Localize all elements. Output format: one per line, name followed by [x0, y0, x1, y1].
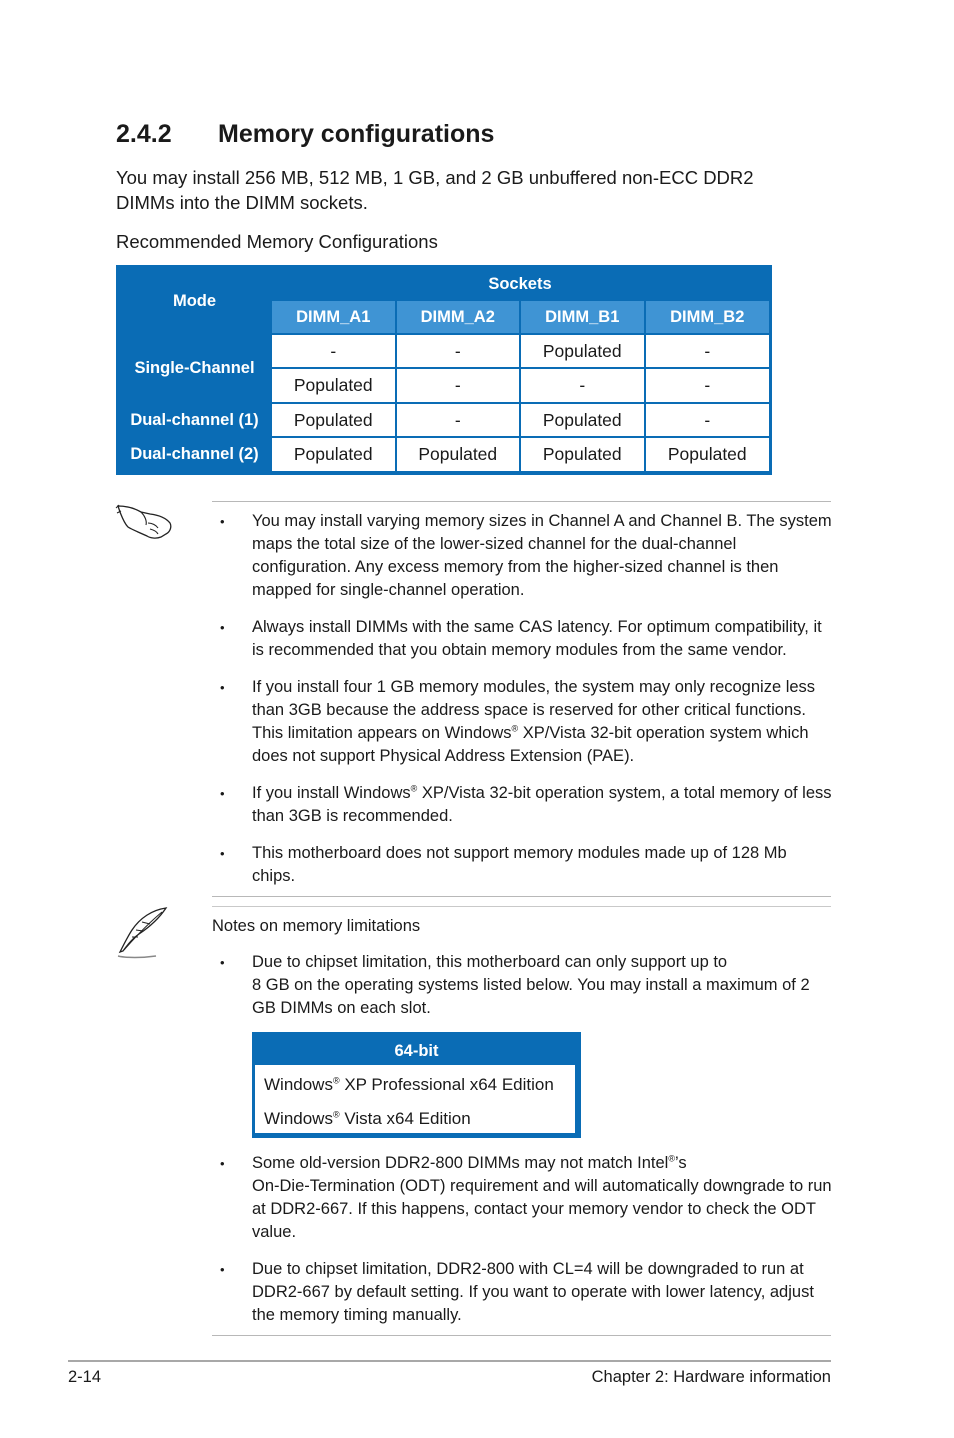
table-cell: Populated: [520, 437, 645, 471]
mode-label: Dual-channel (2): [119, 437, 271, 471]
list-item: • Always install DIMMs with the same CAS latency. For optimum compatibility, it is recommended that you obtain memory modules from the same vendor.: [212, 616, 832, 662]
table-cell: -: [645, 403, 770, 437]
column-header: DIMM_A1: [271, 301, 396, 334]
quill-pen-icon: [112, 904, 170, 960]
table-cell: -: [520, 368, 645, 403]
divider: [212, 896, 831, 897]
os-table-header: 64-bit: [394, 1042, 439, 1060]
mode-label: Single-Channel: [119, 334, 271, 403]
list-item: • You may install varying memory sizes in Channel A and Channel B. The system maps the total size of the lower-sized channel for the dual-channel configuration. Any excess memory from the higher-sized channel is then mapped for single-channel operation.: [212, 510, 832, 602]
column-header: DIMM_B1: [520, 301, 645, 334]
table-cell: Populated: [520, 403, 645, 437]
table-cell: Populated: [396, 437, 521, 471]
table-cell: Populated: [520, 334, 645, 368]
list-item: • Due to chipset limitation, DDR2-800 with CL=4 will be downgraded to run at DDR2-667 by default setting. If you want to operate with lower latency, adjust the memory timing manually.: [212, 1258, 832, 1327]
table-cell: -: [645, 368, 770, 403]
sockets-header: Sockets: [271, 268, 769, 301]
mode-label: Dual-channel (1): [119, 403, 271, 437]
page-number: 2-14: [68, 1368, 102, 1386]
section-heading: [116, 120, 494, 149]
table-row: [119, 334, 769, 368]
table-cell: Populated: [271, 437, 396, 471]
table-row: [119, 403, 769, 437]
pointing-hand-icon: [114, 499, 174, 541]
divider: [212, 501, 831, 502]
notes-title: Notes on memory limitations: [212, 917, 421, 935]
limitation-notes-continued: [212, 1152, 832, 1327]
list-item: • Some old-version DDR2-800 DIMMs may not match Intel®’s On-Die-Termination (ODT) requirement and will automatically downgrade to run at DDR2-667. If this happens, contact your memory vendor to check the ODT value.: [212, 1152, 832, 1244]
table-caption: Recommended Memory Configurations: [116, 231, 438, 252]
limitation-notes: [212, 915, 832, 1020]
table-cell: Populated: [271, 368, 396, 403]
section-number: 2.4.2: [116, 120, 172, 148]
column-header: DIMM_A2: [396, 301, 521, 334]
table-cell: -: [271, 334, 396, 368]
section-title: Memory configurations: [218, 120, 495, 148]
column-header: DIMM_B2: [645, 301, 770, 334]
table-cell: -: [645, 334, 770, 368]
list-item: • This motherboard does not support memory modules made up of 128 Mb chips.: [212, 842, 832, 888]
chapter-title: Chapter 2: Hardware information: [591, 1368, 831, 1386]
list-item: • Due to chipset limitation, this motherboard can only support up to 8 GB on the operating systems listed below. You may install a maximum of 2 GB DIMMs on each slot.: [212, 951, 832, 1020]
list-item: • If you install Windows® XP/Vista 32-bit operation system, a total memory of less than 3GB is recommended.: [212, 782, 832, 828]
warning-notes: [212, 510, 832, 888]
table-cell: Populated: [645, 437, 770, 471]
divider: [212, 906, 831, 907]
table-cell: -: [396, 368, 521, 403]
table-row: [119, 437, 769, 471]
os-support-table: [252, 1032, 581, 1138]
table-cell: Populated: [271, 403, 396, 437]
divider: [212, 1335, 831, 1336]
memory-config-table: [116, 265, 772, 475]
intro-paragraph: You may install 256 MB, 512 MB, 1 GB, and 2 GB unbuffered non-ECC DDR2 DIMMs into the DIMM sockets.: [116, 167, 754, 213]
os-row: Windows® XP Professional x64 Edition: [264, 1075, 554, 1094]
table-cell: -: [396, 403, 521, 437]
os-row: Windows® Vista x64 Edition: [264, 1109, 471, 1128]
footer-divider: [68, 1360, 831, 1362]
table-cell: -: [396, 334, 521, 368]
list-item: • If you install four 1 GB memory modules, the system may only recognize less than 3GB because the address space is reserved for other critical functions. This limitation appears on Windows® XP/Vista 32-bit operation system which does not support Physical Address Extension (PAE).: [212, 676, 832, 768]
mode-header: Mode: [119, 268, 271, 334]
